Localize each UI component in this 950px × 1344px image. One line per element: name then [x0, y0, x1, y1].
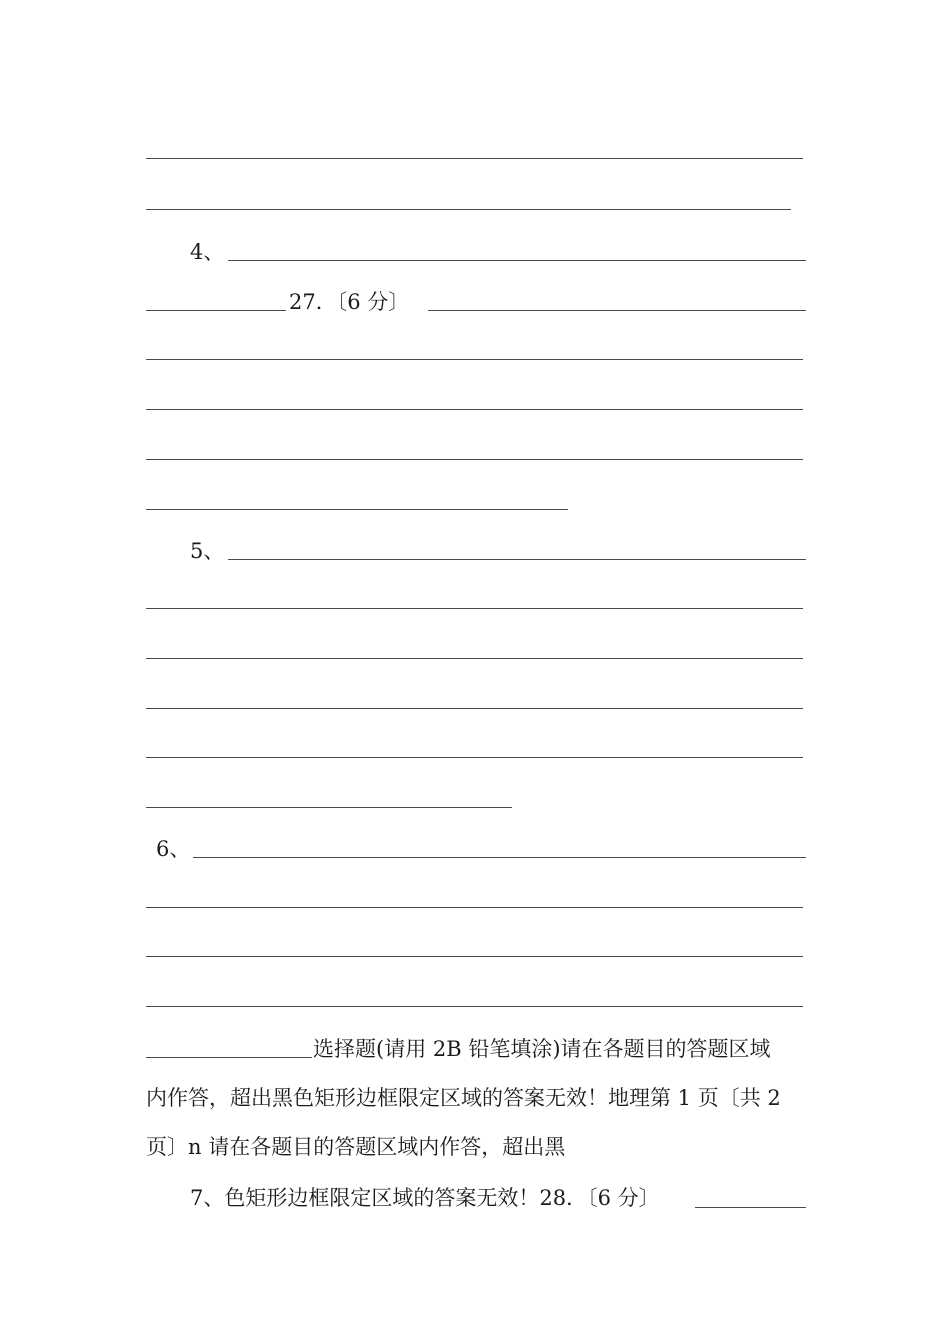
answer-line [146, 757, 803, 758]
answer-line [695, 1207, 806, 1208]
answer-line [146, 509, 568, 510]
answer-line [146, 158, 803, 159]
answer-line [146, 907, 803, 908]
answer-line [146, 1057, 312, 1058]
answer-line [228, 260, 806, 261]
answer-line [146, 409, 803, 410]
answer-line [146, 608, 803, 609]
answer-line [146, 359, 803, 360]
answer-line [146, 956, 803, 957]
notice-line-2: 内作答，超出黑色矩形边框限定区域的答案无效！地理第 1 页〔共 2 [146, 1086, 781, 1110]
answer-line [428, 310, 806, 311]
answer-line [146, 658, 803, 659]
question-4-number: 4、 [190, 240, 225, 264]
question-27-label: 27．〔6 分〕 [289, 290, 410, 314]
answer-line [193, 857, 806, 858]
answer-line [146, 209, 791, 210]
answer-line [146, 807, 512, 808]
answer-line [146, 310, 286, 311]
notice-line-3: 页〕n 请在各题目的答题区域内作答，超出黑 [146, 1135, 566, 1159]
question-5-number: 5、 [190, 539, 225, 563]
answer-line [146, 708, 803, 709]
question-6-number: 6、 [156, 837, 191, 861]
question-7-text: 7、色矩形边框限定区域的答案无效！28．〔6 分〕 [190, 1186, 660, 1210]
answer-line [146, 1006, 803, 1007]
answer-line [146, 459, 803, 460]
notice-line-1: 选择题(请用 2B 铅笔填涂)请在各题目的答题区域 [313, 1037, 771, 1061]
answer-line [228, 559, 806, 560]
